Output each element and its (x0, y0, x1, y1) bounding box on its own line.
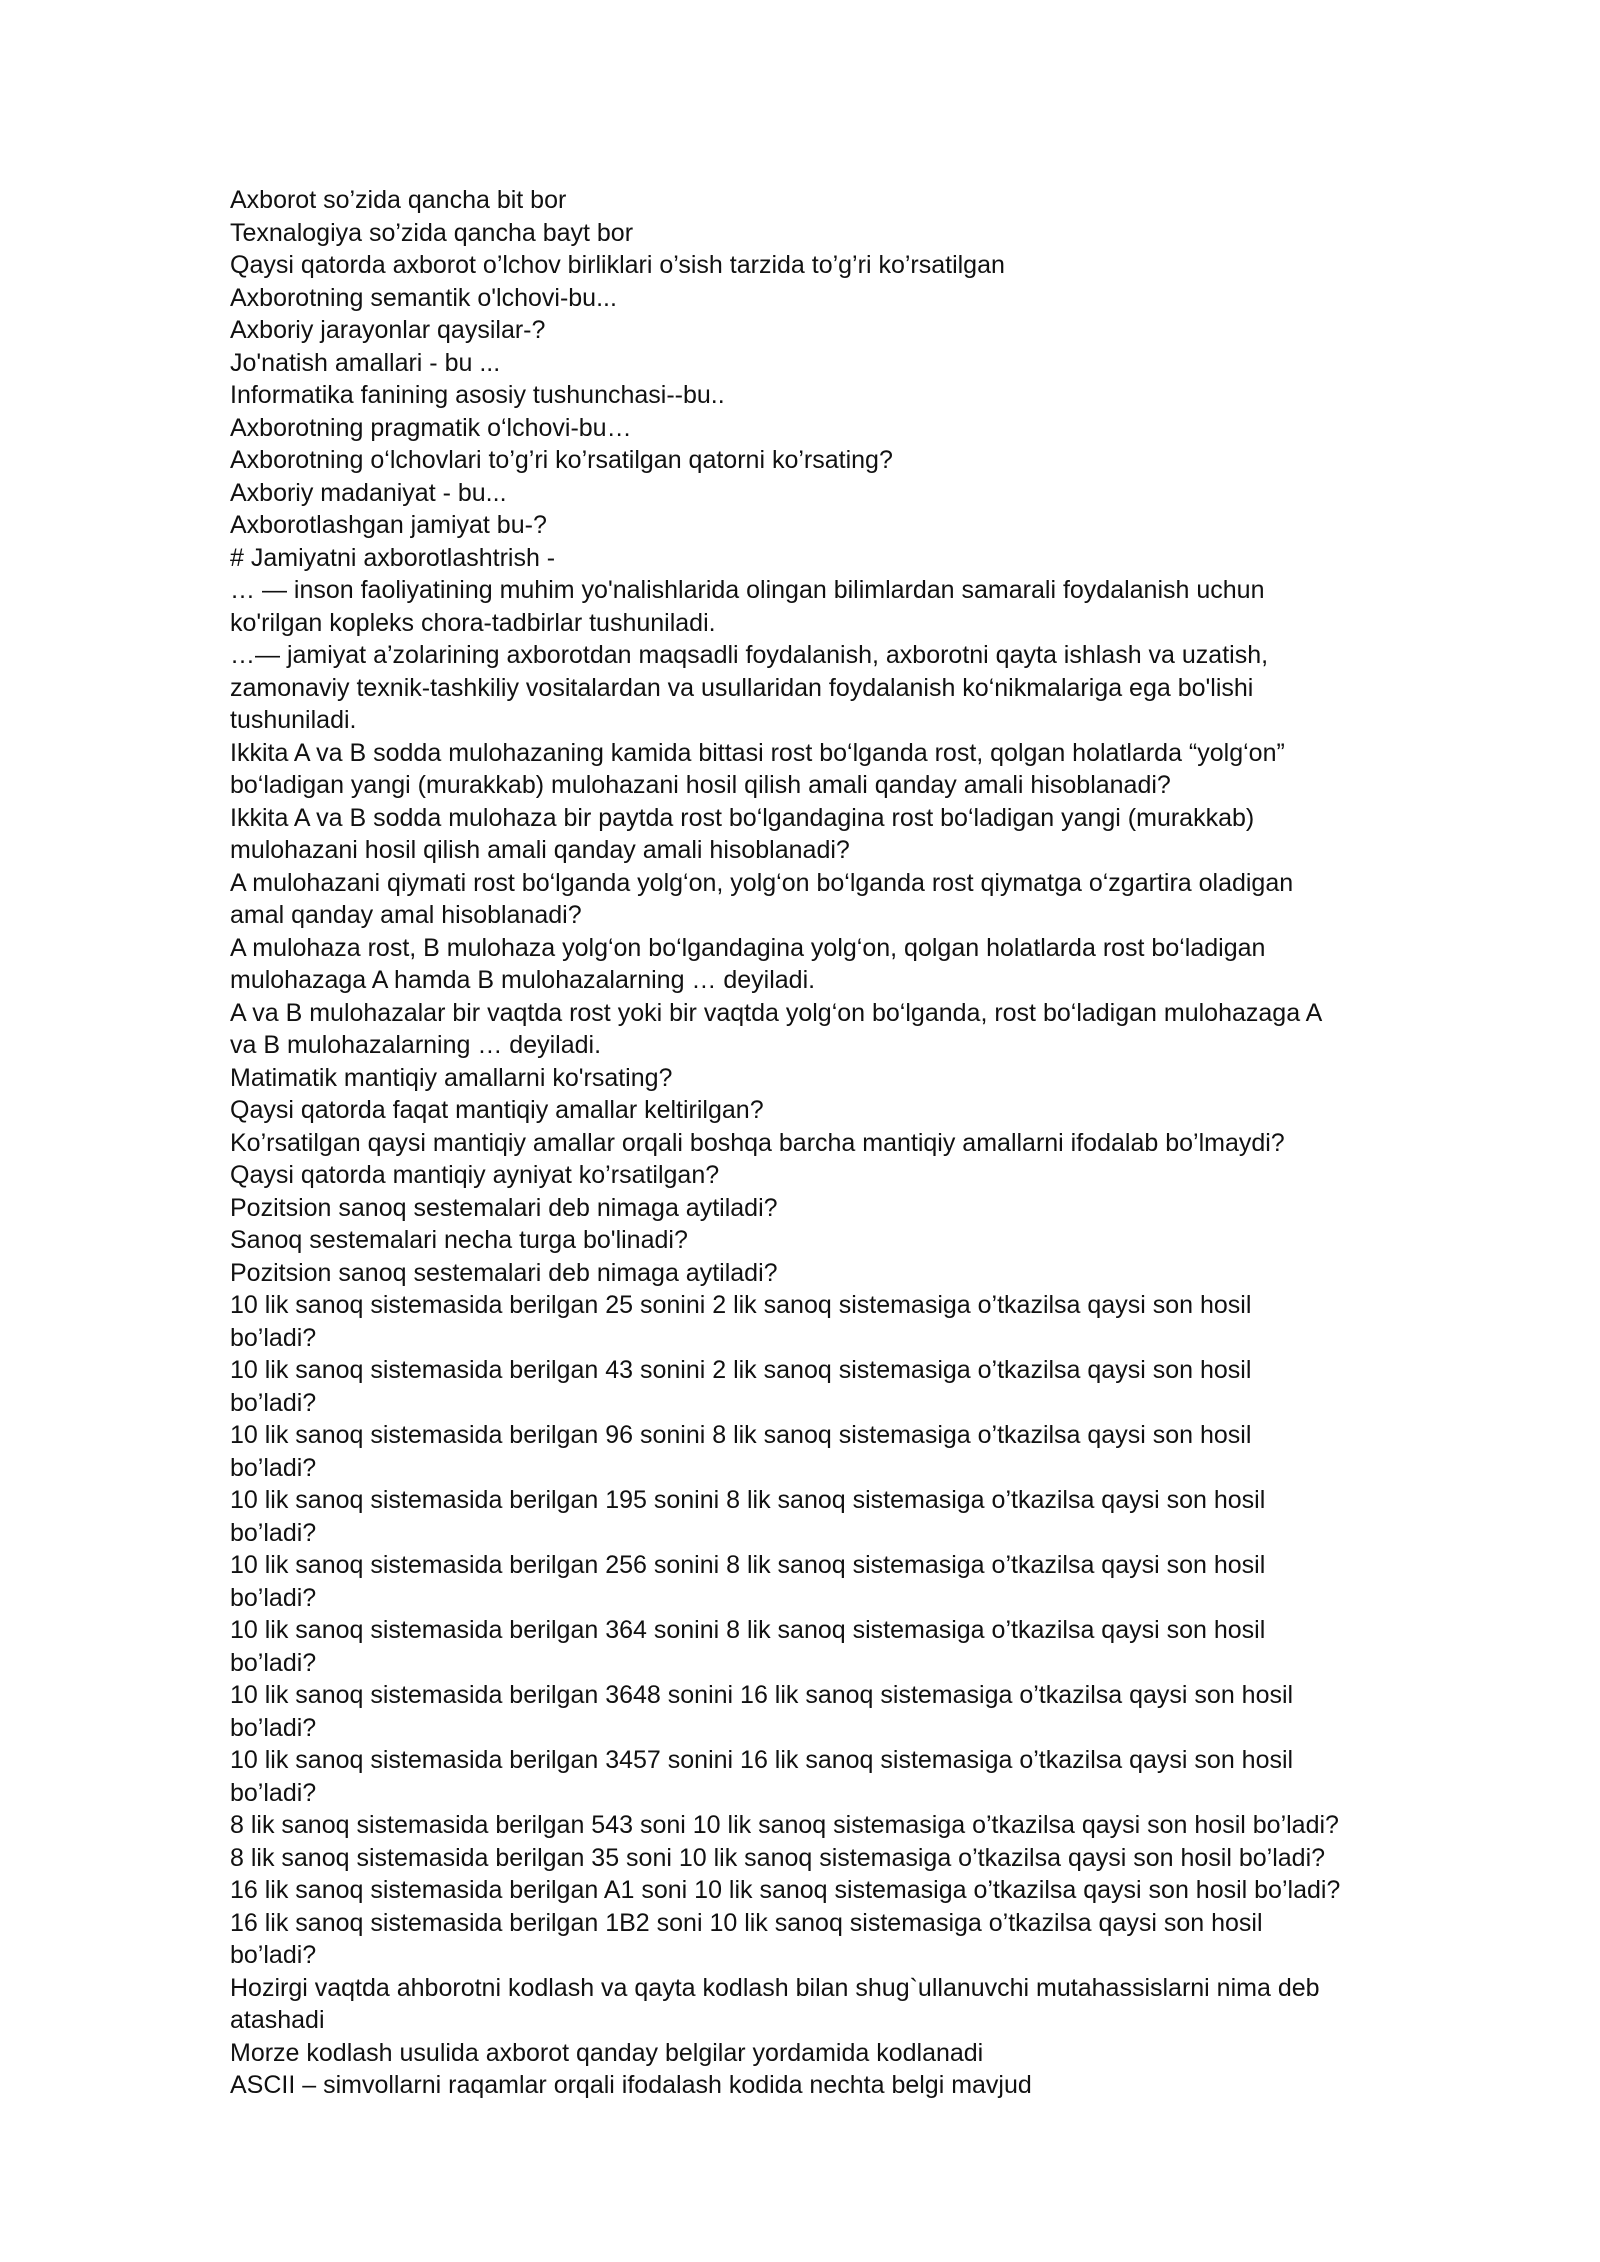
text-line: mulohazani hosil qilish amali qanday amali hisoblanadi? (230, 836, 850, 864)
text-line: 10 lik sanoq sistemasida berilgan 43 sonini 2 lik sanoq sistemasiga o’tkazilsa qaysi son hosil (230, 1356, 1252, 1384)
text-line: bo’ladi? (230, 1713, 317, 1742)
text-line: zamonaviy texnik-tashkiliy vositalardan va usullaridan foydalanish ko‘nikmalariga ega bo'lishi (230, 673, 1254, 702)
text-line: Pozitsion sanoq sestemalari deb nimaga aytiladi? (230, 1258, 778, 1287)
text-line: va B mulohazalarning … deyiladi. (230, 1031, 602, 1059)
text-line: 10 lik sanoq sistemasida berilgan 195 sonini 8 lik sanoq sistemasiga o’tkazilsa qaysi son hosil (230, 1486, 1266, 1514)
text-line: Qaysi qatorda faqat mantiqiy amallar keltirilgan? (230, 1096, 764, 1124)
text-line: 16 lik sanoq sistemasida berilgan A1 soni 10 lik sanoq sistemasiga o’tkazilsa qaysi son hosil bo’ladi? (230, 1876, 1341, 1904)
text-line: Ko’rsatilgan qaysi mantiqiy amallar orqali boshqa barcha mantiqiy amallarni ifodalab bo’lmaydi? (230, 1128, 1285, 1157)
text-line: 10 lik sanoq sistemasida berilgan 364 sonini 8 lik sanoq sistemasiga o’tkazilsa qaysi son hosil (230, 1616, 1266, 1644)
text-line: 10 lik sanoq sistemasida berilgan 3457 sonini 16 lik sanoq sistemasiga o’tkazilsa qaysi son hosil (230, 1746, 1294, 1774)
text-line: 8 lik sanoq sistemasida berilgan 543 soni 10 lik sanoq sistemasiga o’tkazilsa qaysi son hosil bo’ladi? (230, 1811, 1339, 1839)
text-line: bo’ladi? (230, 1648, 317, 1677)
text-line: 10 lik sanoq sistemasida berilgan 256 sonini 8 lik sanoq sistemasiga o’tkazilsa qaysi son hosil (230, 1551, 1266, 1579)
text-line: ko'rilgan kopleks chora-tadbirlar tushuniladi. (230, 608, 716, 637)
text-line: 10 lik sanoq sistemasida berilgan 3648 sonini 16 lik sanoq sistemasiga o’tkazilsa qaysi son hosil (230, 1681, 1294, 1709)
text-line: bo’ladi? (230, 1778, 317, 1807)
text-line: Axborot so’zida qancha bit bor (230, 186, 567, 214)
text-line: 8 lik sanoq sistemasida berilgan 35 soni 10 lik sanoq sistemasiga o’tkazilsa qaysi son hosil bo’ladi? (230, 1843, 1326, 1872)
text-line: … — inson faoliyatining muhim yo'nalishlarida olingan bilimlardan samarali foydalanish uchun (230, 576, 1265, 604)
text-line: Pozitsion sanoq sestemalari deb nimaga aytiladi? (230, 1193, 778, 1222)
text-line: atashadi (230, 2006, 325, 2034)
text-line: Texnalogiya so’zida qancha bayt bor (230, 218, 634, 247)
text-line: Axborotlashgan jamiyat bu-? (230, 511, 547, 539)
text-line: bo’ladi? (230, 1453, 317, 1482)
text-line: Morze kodlash usulida axborot qanday belgilar yordamida kodlanadi (230, 2038, 984, 2067)
text-line: mulohazaga A hamda B mulohazalarning … deyiladi. (230, 966, 816, 994)
text-line: tushuniladi. (230, 706, 357, 734)
text-line: Ikkita A va B sodda mulohazaning kamida bittasi rost bo‘lganda rost, qolgan holatlarda “yolg‘on” (230, 738, 1285, 767)
text-line: Axborotning semantik o'lchovi-bu... (230, 283, 617, 312)
text-line: # Jamiyatni axborotlashtrish - (230, 543, 556, 572)
text-line: bo‘ladigan yangi (murakkab) mulohazani hosil qilish amali qanday amali hisoblanadi? (230, 771, 1171, 799)
text-line: …— jamiyat a’zolarining axborotdan maqsadli foydalanish, axborotni qayta ishlash va uzatish, (230, 641, 1269, 669)
text-line: Informatika fanining asosiy tushunchasi--bu.. (230, 381, 725, 409)
text-line: 10 lik sanoq sistemasida berilgan 25 sonini 2 lik sanoq sistemasiga o’tkazilsa qaysi son hosil (230, 1291, 1252, 1319)
text-line: bo’ladi? (230, 1518, 317, 1547)
text-line: Matimatik mantiqiy amallarni ko'rsating? (230, 1063, 673, 1092)
text-line: Qaysi qatorda mantiqiy ayniyat ko’rsatilgan? (230, 1161, 720, 1189)
text-line: Axboriy jarayonlar qaysilar-? (230, 316, 546, 344)
text-line: A mulohaza rost, B mulohaza yolg‘on bo‘lgandagina yolg‘on, qolgan holatlarda rost bo‘ladigan (230, 933, 1266, 962)
text-line: Axboriy madaniyat - bu... (230, 478, 507, 507)
text-line: Axborotning pragmatik o‘lchovi-bu… (230, 413, 632, 442)
text-line: bo’ladi? (230, 1388, 317, 1417)
text-line: 16 lik sanoq sistemasida berilgan 1B2 soni 10 lik sanoq sistemasiga o’tkazilsa qaysi son hosil (230, 1908, 1263, 1937)
text-line: bo’ladi? (230, 1583, 317, 1612)
text-line: amal qanday amal hisoblanadi? (230, 901, 582, 929)
text-line: 10 lik sanoq sistemasida berilgan 96 sonini 8 lik sanoq sistemasiga o’tkazilsa qaysi son hosil (230, 1421, 1252, 1449)
text-line: ASCII – simvollarni raqamlar orqali ifodalash kodida nechta belgi mavjud (230, 2071, 1032, 2099)
text-line: Qaysi qatorda axborot o’lchov birliklari o’sish tarzida to’g’ri ko’rsatilgan (230, 251, 1005, 279)
document-body (230, 184, 1530, 2102)
text-line: Ikkita A va B sodda mulohaza bir paytda rost bo‘lgandagina rost bo‘ladigan yangi (murakkab) (230, 803, 1255, 832)
text-line: Jo'natish amallari - bu ... (230, 348, 501, 377)
text-line: bo’ladi? (230, 1941, 317, 1969)
text-line: A mulohazani qiymati rost bo‘lganda yolg‘on, yolg‘on bo‘lganda rost qiymatga o‘zgartira oladigan (230, 868, 1294, 897)
text-line: Hozirgi vaqtda ahborotni kodlash va qayta kodlash bilan shug`ullanuvchi mutahassislarni nima deb (230, 1973, 1320, 2002)
text-line: A va B mulohazalar bir vaqtda rost yoki bir vaqtda yolg‘on bo‘lganda, rost bo‘ladigan mulohazaga A (230, 998, 1323, 1027)
text-line: Axborotning o‘lchovlari to’g’ri ko’rsatilgan qatorni ko’rsating? (230, 446, 893, 474)
text-line: bo’ladi? (230, 1323, 317, 1352)
text-line: Sanoq sestemalari necha turga bo'linadi? (230, 1226, 688, 1254)
